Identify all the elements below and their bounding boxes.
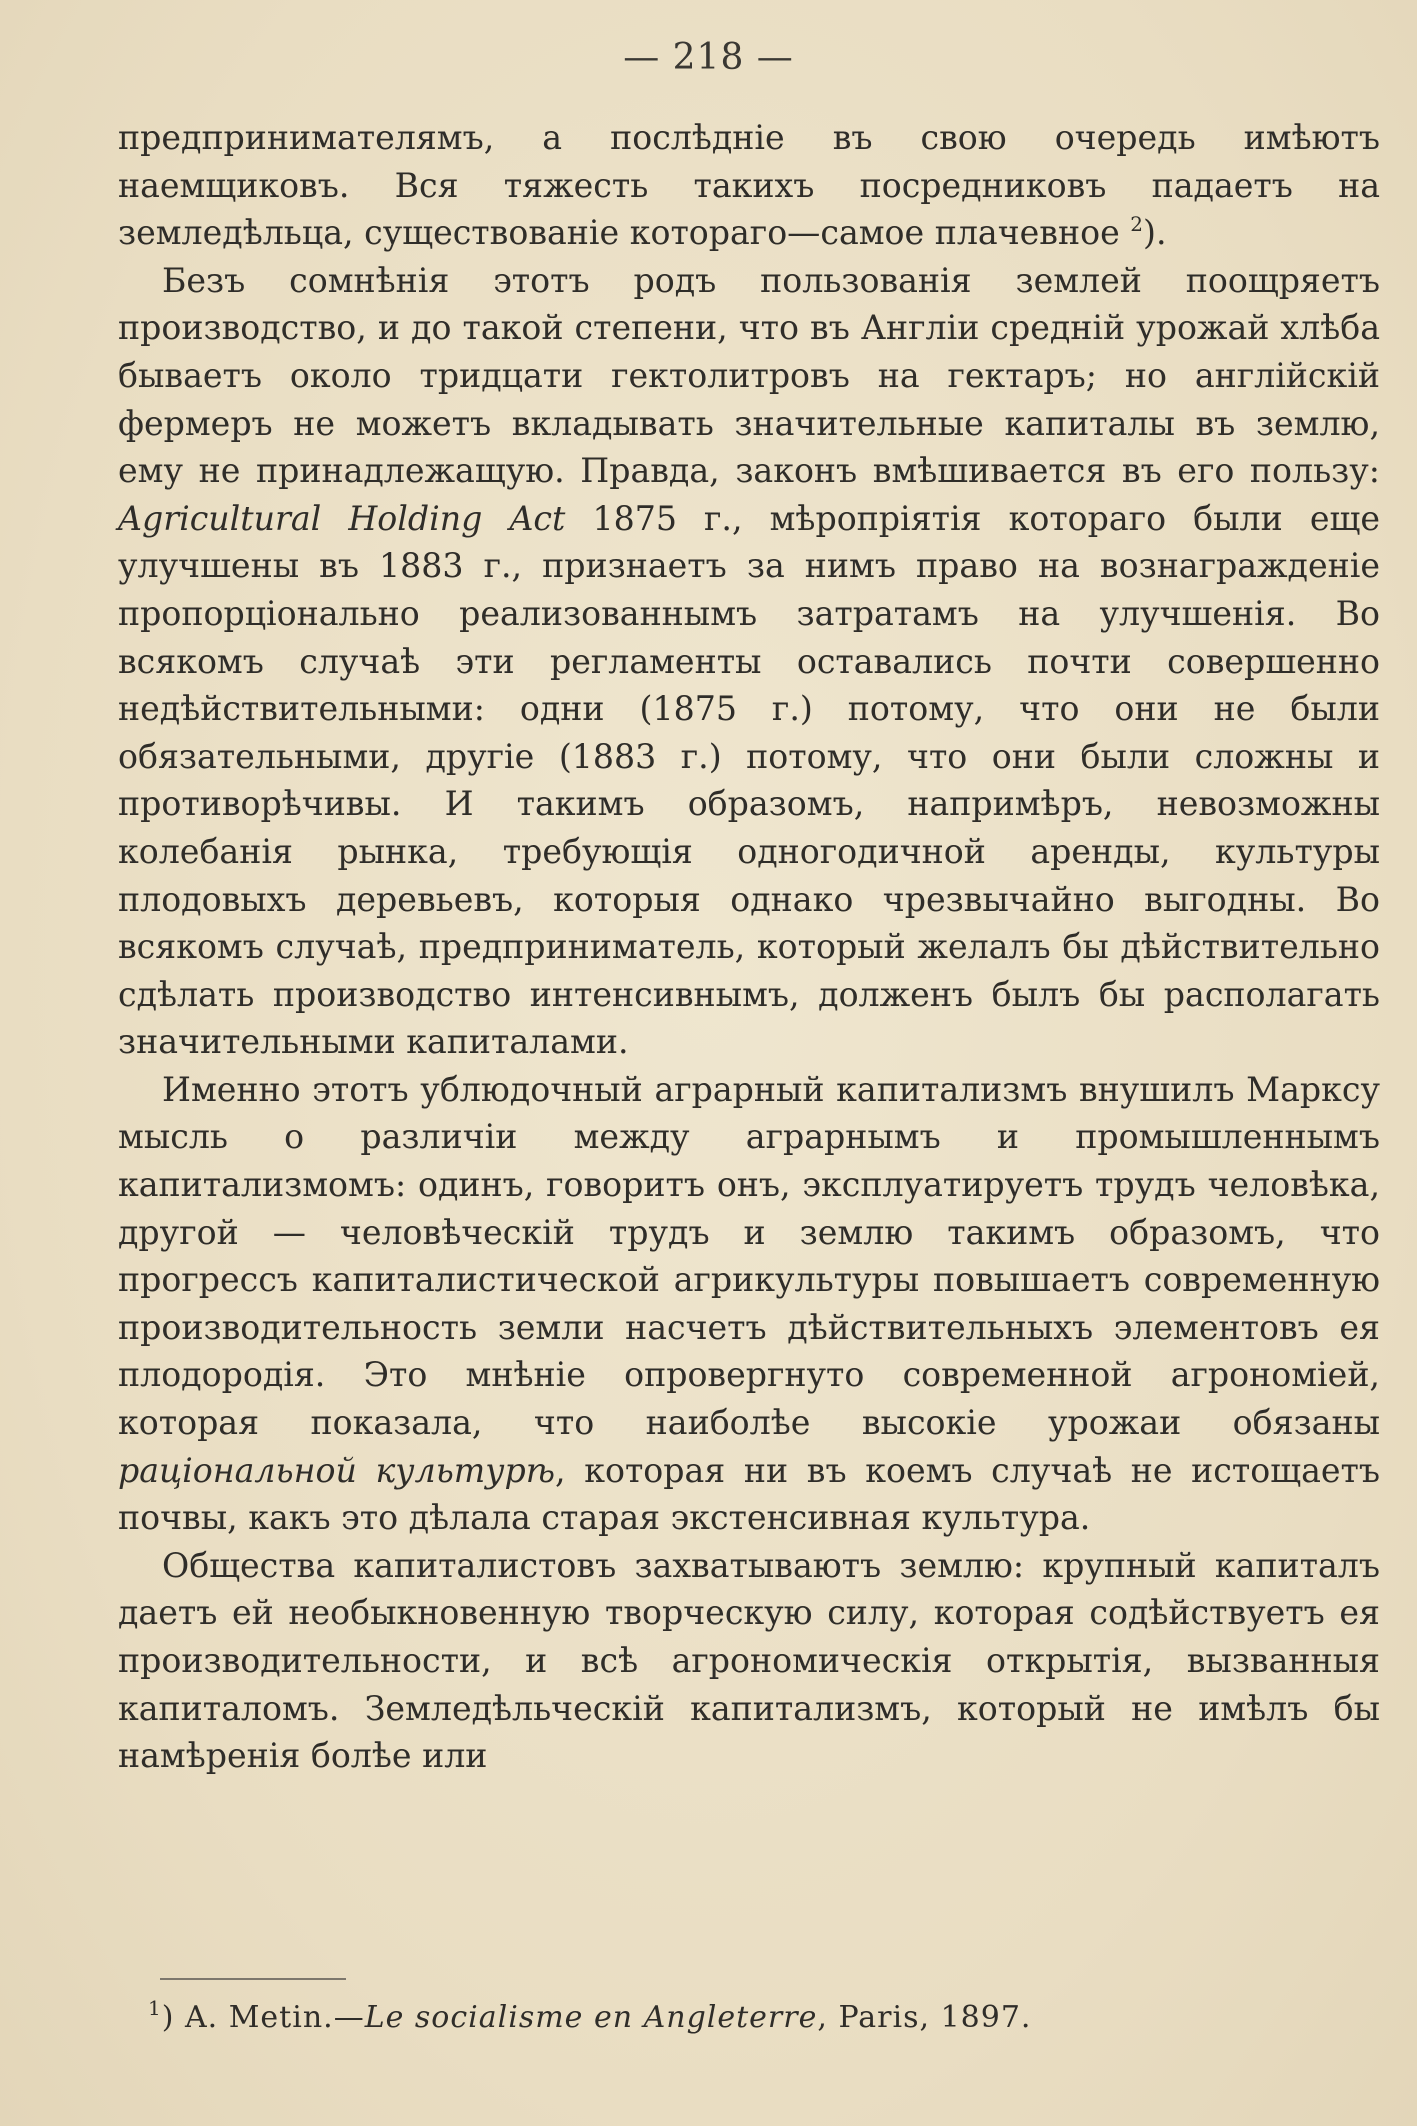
footnote-title: Le socialisme en Angleterre bbox=[364, 2000, 818, 2035]
footnote-reference: 2 bbox=[1130, 212, 1144, 237]
page-number: — 218 — bbox=[623, 37, 794, 78]
paragraph-2 bbox=[118, 257, 1380, 1066]
paragraph-3 bbox=[118, 1066, 1380, 1542]
italic-emphasis: раціональной культурѣ bbox=[118, 1450, 556, 1490]
body-text bbox=[118, 114, 1380, 1780]
footnote bbox=[148, 1998, 1308, 2038]
paragraph-text: 1875 г., мѣропріятія котораго были еще улучшены въ 1883 г., признаетъ за нимъ право на вознагражденіе пропорціонально реализованнымъ затратамъ на улучшенія. Во всякомъ случаѣ эти регламенты оставались почти совершенно недѣйствительными: одни (1875 г.) потому, что они не были обязательными, другіе (1883 г.) потому, что они были сложны и противорѣчивы. И такимъ образомъ, напримѣръ, невозможны колебанія рынка, требующія одногодичной аренды, культуры плодовыхъ деревьевъ, которыя однако чрезвычайно выгодны. Во всякомъ случаѣ, предприниматель, который желалъ бы дѣйствительно сдѣлать производство интенсивнымъ, долженъ былъ бы располагать значительными капиталами. bbox=[118, 498, 1380, 1062]
paragraph-text: Именно этотъ ублюдочный аграрный капитализмъ внушилъ Марксу мысль о различіи между аграрнымъ и промышленнымъ капитализмомъ: одинъ, говоритъ онъ, эксплуатируетъ трудъ человѣка, другой — человѣческій трудъ и землю такимъ образомъ, что прогрессъ капиталистической агрикультуры повышаетъ современную производительность земли насчетъ дѣйствительныхъ элементовъ ея плодородія. Это мнѣніе опровергнуто современной агрономіей, которая показала, что наиболѣе высокіе урожаи обязаны bbox=[118, 1069, 1380, 1443]
italic-title: Agricultural Holding Act bbox=[118, 498, 566, 538]
paragraph-text: ). bbox=[1143, 213, 1167, 253]
paragraph-1 bbox=[118, 114, 1380, 257]
footnote-divider bbox=[160, 1978, 346, 1980]
paragraph-text: Общества капиталистовъ захватываютъ землю: крупный капиталъ даетъ ей необыкновенную творческую силу, которая содѣйствуетъ ея производительности, и всѣ агрономическія открытія, вызванныя капиталомъ. Земледѣльческій капитализмъ, который не имѣлъ бы намѣренія болѣе или bbox=[118, 1545, 1380, 1776]
footnote-rest: , Paris, 1897. bbox=[817, 2000, 1032, 2035]
paragraph-4 bbox=[118, 1542, 1380, 1780]
footnote-mark: 1 bbox=[148, 1996, 162, 2020]
paragraph-text: предпринимателямъ, а послѣдніе въ свою очередь имѣютъ наемщиковъ. Вся тяжесть такихъ посредниковъ падаетъ на земледѣльца, существованіе котораго—самое плачевное bbox=[118, 118, 1380, 253]
paragraph-text: Безъ сомнѣнія этотъ родъ пользованія землей поощряетъ производство, и до такой степени, что въ Англіи средній урожай хлѣба бываетъ около тридцати гектолитровъ на гектаръ; но англійскій фермеръ не можетъ вкладывать значительные капиталы въ землю, ему не принадлежащую. Правда, законъ вмѣшивается въ его пользу: bbox=[118, 260, 1380, 491]
paragraph-text: , которая ни въ коемъ случаѣ не истощаетъ почвы, какъ это дѣлала старая экстенсивная культура. bbox=[118, 1450, 1380, 1538]
footnote-author: ) A. Metin.— bbox=[161, 2000, 365, 2035]
